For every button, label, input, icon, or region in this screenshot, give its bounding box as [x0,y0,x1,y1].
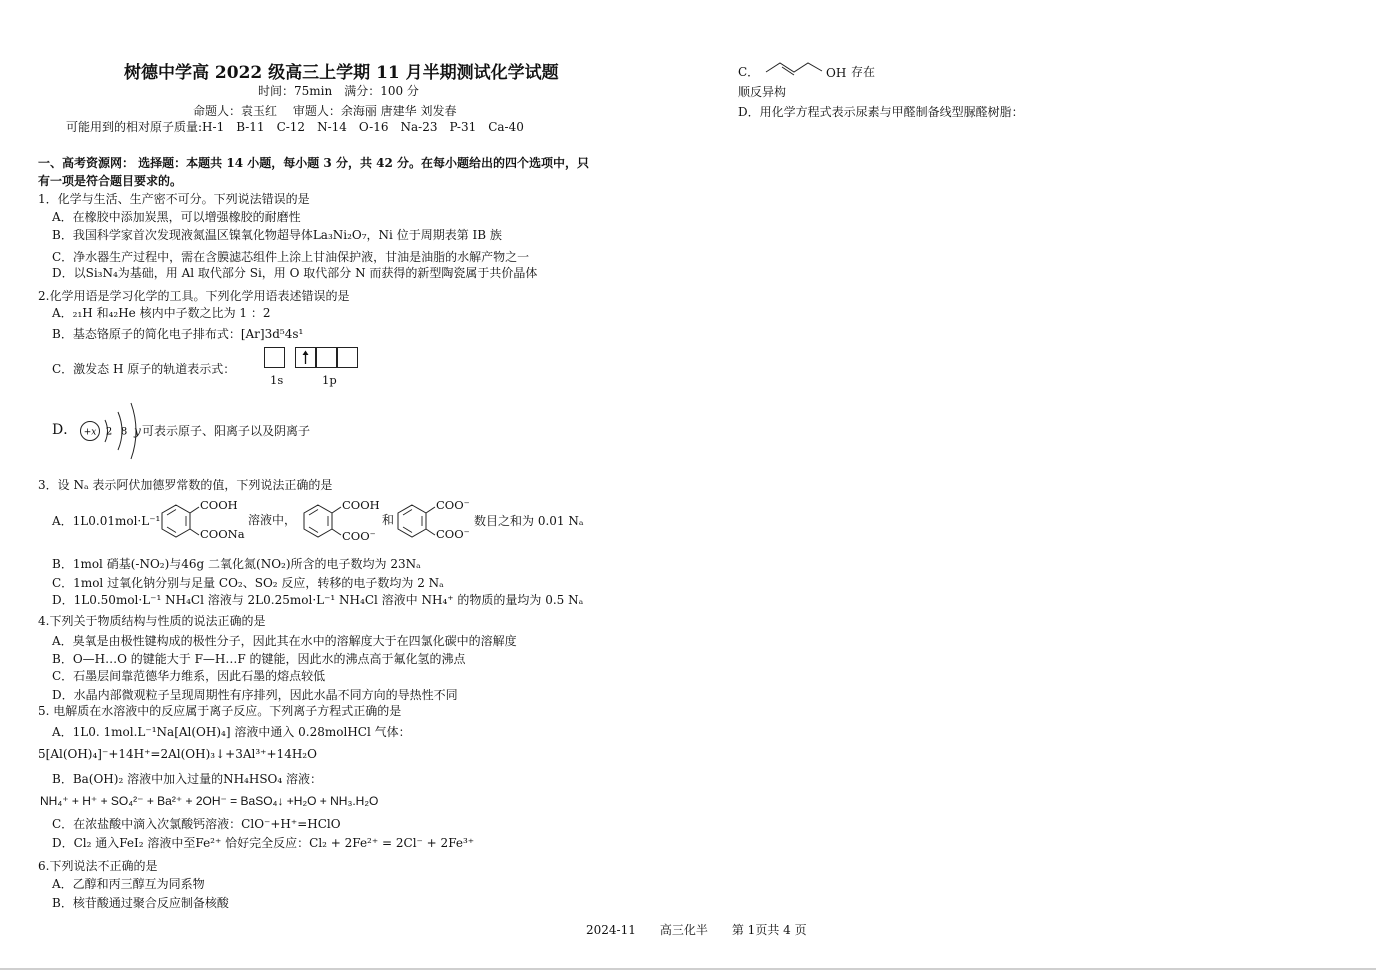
q2-option-b: B．基态铬原子的简化电子排布式：[Ar]3d⁵4s¹ [52,327,304,341]
orbital-box-1p-1 [295,347,316,368]
atom-shell-3-count: y [134,424,141,438]
q1-stem: 1．化学与生活、生产密不可分。下列说法错误的是 [38,192,310,206]
q4-stem: 4.下列关于物质结构与性质的说法正确的是 [38,614,266,628]
q2-stem: 2.化学用语是学习化学的工具。下列化学用语表述错误的是 [38,289,350,303]
q1-option-b: B．我国科学家首次发现液氮温区镍氧化物超导体La₃Ni₂O₇，Ni 位于周期表第 ⅠB 族 [52,228,502,242]
s2-bottom-group: COO⁻ [342,529,376,543]
q2-option-d-text: 可表示原子、阳离子以及阴离子 [142,424,311,438]
q4-option-d: D．水晶内部微观粒子呈现周期性有序排列，因此水晶不同方向的导热性不同 [52,688,458,702]
q5-option-b: B．Ba(OH)₂ 溶液中加入过量的NH₄HSO₄ 溶液： [52,772,323,786]
q6-option-b: B．核苷酸通过聚合反应制备核酸 [52,896,229,910]
q5-option-c: C．在浓盐酸中滴入次氯酸钙溶液：ClO⁻+H⁺=HClO [52,817,341,831]
s2-top-group: COOH [342,498,380,512]
section-heading-line1: 一、高考资源网： 选择题：本题共 14 小题，每小题 3 分，共 42 分。在每小题给出的四个选项中，只 [38,156,589,170]
q5-stem: 5. 电解质在水溶液中的反应属于离子反应。下列离子方程式正确的是 [38,704,402,718]
orbital-box-1s [264,347,285,368]
s1-top-group: COOH [200,498,238,512]
page-title: 树德中学高 2022 级高三上学期 11 月半期测试化学试题 [124,63,559,83]
q6-option-a: A．乙醇和丙三醇互为同系物 [52,877,205,891]
orbital-label-1s: 1s [270,373,284,387]
q3-option-b: B．1mol 硝基(-NO₂)与46g 二氧化氮(NO₂)所含的电子数均为 23Nₐ [52,557,421,571]
s3-top-group: COO⁻ [436,498,470,512]
q3-option-d: D．1L0.50mol·L⁻¹ NH₄Cl 溶液与 2L0.25mol·L⁻¹ NH₄Cl 溶液中 NH₄⁺ 的物质的量均为 0.5 Nₐ [52,593,584,607]
benzene-ring-1 [160,500,200,540]
q5-option-a-equation: 5[Al(OH)₄]⁻+14H⁺=2Al(OH)₃↓+3Al³⁺+14H₂O [38,747,317,761]
page-footer: 2024-11 高三化半 第 1页共 4 页 [586,923,807,937]
q1-option-a: A．在橡胶中添加炭黑，可以增强橡胶的耐磨性 [52,210,301,224]
q1-option-d: D．以Si₃N₄为基础，用 Al 取代部分 Si，用 O 取代部分 N 而获得的新型陶瓷属于共价晶体 [52,266,538,280]
q2-option-a: A．₂₁H 和₄₂He 核内中子数之比为 1 ：2 [52,306,271,320]
q2-option-d-prefix: D． [52,422,78,438]
up-arrow-icon [296,348,315,367]
q5-option-b-equation: NH₄⁺ + H⁺ + SO₄²⁻ + Ba²⁺ + 2OH⁻ = BaSO₄↓ +H₂O + NH₃.H₂O [40,794,379,808]
q3-stem: 3．设 Nₐ 表示阿伏加德罗常数的值，下列说法正确的是 [38,478,333,492]
atom-nucleus-label: +x [83,427,97,438]
right-option-c-line2: 顺反异构 [738,85,787,99]
q1-option-c: C．净水器生产过程中，需在含膜滤芯组件上涂上甘油保护液，甘油是油脂的水解产物之一 [52,250,530,264]
q4-option-a: A．臭氧是由极性键构成的极性分子，因此其在水中的溶解度大于在四氯化碳中的溶解度 [52,634,517,648]
benzene-ring-3 [396,500,436,540]
orbital-box-1p-3 [337,347,358,368]
q3-option-a-mid2: 和 [382,513,395,527]
benzene-ring-2 [302,500,342,540]
section-heading-line2: 有一项是符合题目要求的。 [38,174,183,188]
atomic-masses-line: 可能用到的相对原子质量:H-1 B-11 C-12 N-14 O-16 Na-23 P-31 Ca-40 [66,120,524,134]
atom-shell-1-count: 2 [105,426,113,438]
q5-option-d: D．Cl₂ 通入FeI₂ 溶液中至Fe²⁺ 恰好完全反应：Cl₂ + 2Fe²⁺ = 2Cl⁻ + 2Fe³⁺ [52,836,475,850]
q4-option-c: C．石墨层间靠范德华力维系，因此石墨的熔点较低 [52,669,326,683]
butenol-skeleton [764,58,828,78]
q3-option-a-mid1: 溶液中， [248,513,297,527]
page-bottom-divider [0,968,1376,970]
s1-bottom-group: COONa [200,527,245,541]
right-option-c-suffix: 存在 [851,65,876,79]
q2-option-c: C．激发态 H 原子的轨道表示式： [52,362,236,376]
right-option-c-prefix: C． [738,65,760,79]
q3-option-a-prefix: A．1L0.01mol·L⁻¹ [52,514,161,528]
s3-bottom-group: COO⁻ [436,527,470,541]
q4-option-b: B．O—H…O 的键能大于 F—H…F 的键能，因此水的沸点高于氟化氢的沸点 [52,652,466,666]
q5-option-a: A．1L0. 1mol.L⁻¹Na[Al(OH)₄] 溶液中通入 0.28molHCl 气体： [52,725,411,739]
orbital-label-1p: 1p [322,373,337,387]
right-option-d: D．用化学方程式表示尿素与甲醛制备线型脲醛树脂： [738,105,1024,119]
right-option-c-oh: OH [826,66,847,80]
authors-line: 命题人：袁玉红 审题人：余海丽 唐建华 刘发春 [193,104,457,118]
atom-shell-2-count: 8 [120,426,128,438]
q3-option-c: C．1mol 过氧化钠分别与足量 CO₂、SO₂ 反应，转移的电子数均为 2 Nₐ [52,576,444,590]
q6-stem: 6.下列说法不正确的是 [38,859,158,873]
time-line: 时间：75min 满分：100 分 [258,84,419,98]
orbital-box-1p-2 [316,347,337,368]
q3-option-a-suffix: 数目之和为 0.01 Nₐ [474,514,584,528]
